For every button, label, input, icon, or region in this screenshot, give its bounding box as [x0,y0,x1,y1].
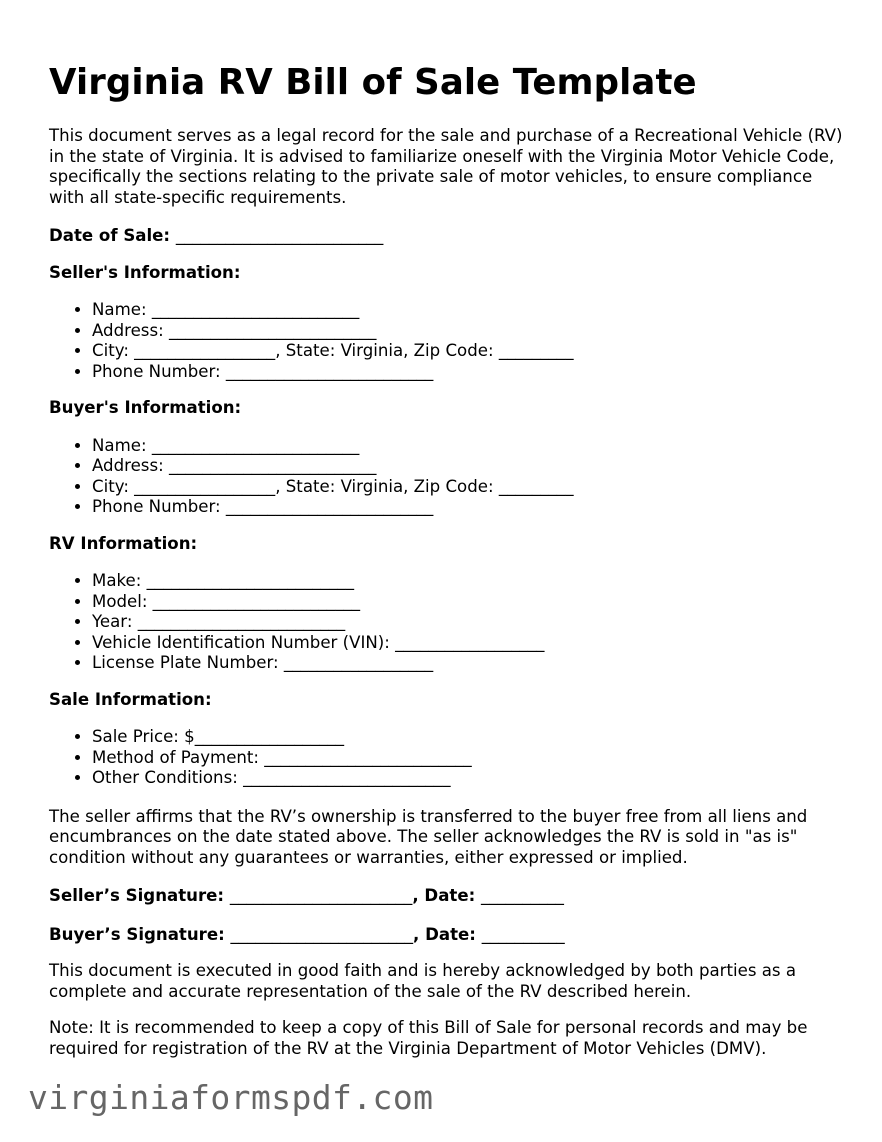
buyer-phone-field[interactable]: • Phone Number: _________________________ [92,497,849,518]
seller-signature-blank[interactable]: ______________________ [229,886,413,905]
seller-address-field[interactable]: • Address: _________________________ [92,321,849,342]
rv-license-plate-field[interactable]: • License Plate Number: __________________ [92,653,849,674]
date-of-sale-field [49,226,849,247]
date-of-sale-label: Date of Sale: [49,226,171,245]
good-faith-paragraph: This document is executed in good faith and is hereby acknowledged by both parties as a complete and accurate representation of the sale of the RV described herein. [49,961,797,1001]
seller-signature-date-label: , Date: [412,886,476,905]
buyer-signature-row [49,925,849,946]
buyer-city-state-zip-field[interactable]: • City: _________________, State: Virginia, Zip Code: _________ [92,477,849,498]
seller-heading: Seller's Information: [49,262,241,282]
rv-list [49,571,849,674]
seller-signature-date-blank[interactable]: __________ [481,886,564,905]
date-of-sale-blank[interactable]: _________________________ [175,226,384,245]
buyer-name-field[interactable]: • Name: _________________________ [92,436,849,457]
buyer-signature-date-blank[interactable]: __________ [481,924,565,944]
sale-price-field[interactable]: • Sale Price: $__________________ [92,727,849,748]
intro-paragraph: This document serves as a legal record for the sale and purchase of a Recreational Vehicle (RV) in the state of Virginia. It is advised to familiarize oneself with the Virginia Motor Vehicle Code, specifically the sections relating to the private sale of motor vehicles, to ensure compliance with all state-specific requirements. [49,126,843,207]
watermark: virginiaformspdf.com [28,1078,434,1117]
seller-signature-row [49,886,849,907]
buyer-heading: Buyer's Information: [49,398,242,417]
buyer-signature-date-label: , Date: [413,924,476,944]
seller-city-state-zip-field[interactable]: • City: _________________, State: Virginia, Zip Code: _________ [92,341,849,362]
buyer-address-field[interactable]: • Address: _________________________ [92,456,849,477]
buyer-signature-blank[interactable]: ______________________ [230,924,414,944]
document-title: Virginia RV Bill of Sale Template [49,62,697,103]
rv-year-field[interactable]: • Year: _________________________ [92,612,849,633]
sale-list [49,727,849,789]
sale-heading: Sale Information: [49,689,212,709]
other-conditions-field[interactable]: • Other Conditions: _________________________ [92,768,849,789]
seller-phone-field[interactable]: • Phone Number: _________________________ [92,362,849,383]
document-page [49,62,849,1059]
seller-signature-label: Seller’s Signature: [49,886,225,905]
seller-list [49,300,849,382]
rv-vin-field[interactable]: • Vehicle Identification Number (VIN): __________________ [92,633,849,654]
payment-method-field[interactable]: • Method of Payment: _________________________ [92,748,849,769]
note-paragraph: Note: It is recommended to keep a copy of this Bill of Sale for personal records and may be required for registration of the RV at the Virginia Department of Motor Vehicles (DMV). [49,1018,808,1058]
rv-heading: RV Information: [49,533,198,553]
buyer-list [49,436,849,518]
rv-make-field[interactable]: • Make: _________________________ [92,571,849,592]
buyer-signature-label: Buyer’s Signature: [49,924,225,944]
rv-model-field[interactable]: • Model: _________________________ [92,592,849,613]
affirmation-paragraph: The seller affirms that the RV’s ownership is transferred to the buyer free from all liens and encumbrances on the date stated above. The seller acknowledges the RV is sold in "as is" condition without any guarantees or warranties, either expressed or implied. [49,806,808,867]
seller-name-field[interactable]: • Name: _________________________ [92,300,849,321]
